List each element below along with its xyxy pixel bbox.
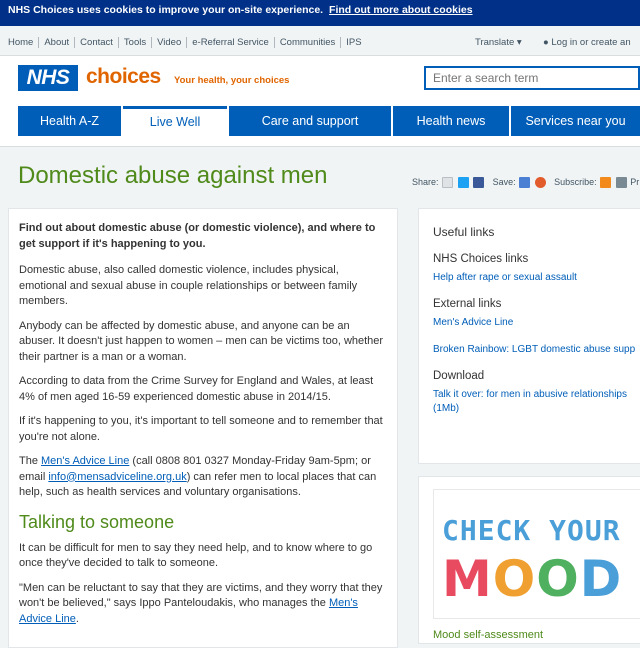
save-label: Save: [492,177,516,187]
nav-health-news[interactable]: Health news [393,106,509,136]
cookie-text: NHS Choices uses cookies to improve your on-site experience. [8,4,324,16]
login-or: or [579,37,589,48]
article-body [8,208,398,648]
nhs-logo[interactable]: NHS [18,65,78,91]
text-run: (call 0808 801 0327 Monday-Friday 9am-5pm; or email [19,455,371,483]
cookie-banner [0,0,640,26]
article-paragraph: Anybody can be affected by domestic abuse, and anyone can be an abuser. It doesn't just happen to women – men can be victims too, whether their partner is a man or a woman. [19,319,384,363]
stumbleupon-icon[interactable] [535,177,546,188]
translate-dropdown[interactable] [475,37,522,48]
google-icon[interactable] [519,177,530,188]
mood-letter: O [536,550,580,608]
text-run: "Men can be reluctant to say that they are victims, and they worry that they won't be believed," says Ippo Panteloudakis, who manages the [19,581,383,609]
chevron-down-icon: ▾ [516,37,522,48]
useful-links-panel [418,208,640,464]
mood-letter: M [442,550,493,608]
utility-link-contact[interactable]: Contact [75,37,119,48]
login-area [543,37,631,48]
nav-health-a-z[interactable]: Health A-Z [18,106,121,136]
mood-line1: CHECK YOUR [442,514,621,547]
utility-links [8,37,367,48]
choices-wordmark[interactable]: choices [86,65,161,88]
translate-label: Translate [475,37,515,48]
article-paragraph: If it's happening to you, it's important to tell someone and to remember that you're not alone. [19,415,383,443]
subscribe-label: Subscribe: [554,177,597,187]
sidebar-link[interactable]: Men's Advice Line [433,317,514,328]
email-icon[interactable] [442,177,453,188]
section-heading: Talking to someone [19,511,175,532]
site-header [0,56,640,146]
nav-services-near-you[interactable]: Services near you [511,106,640,136]
nav-care-and-support[interactable]: Care and support [229,106,391,136]
user-icon: ● [543,37,549,48]
site-tagline: Your health, your choices [174,75,290,86]
utility-link-ips[interactable]: IPS [346,37,362,48]
article-paragraph: It can be difficult for men to say they need help, and to know where to go once they've decided to talk to someone. [19,541,373,569]
share-tools [412,177,639,188]
login-link[interactable]: Log in [551,37,578,48]
useful-links-title: Useful links [433,225,495,239]
nav-live-well[interactable]: Live Well [123,106,227,136]
sidebar-link[interactable]: Broken Rainbow: LGBT domestic abuse supp [433,344,636,355]
text-run: ) can refer men to local places that can help, such as health services and voluntary organisations. [19,470,377,498]
article-paragraph [19,454,387,501]
main-nav [18,106,640,136]
create-account-link[interactable]: create an [591,37,631,48]
utility-link-ereferral[interactable]: e-Referral Service [187,37,275,48]
print-label[interactable]: Pr [630,177,640,187]
cookie-info-link[interactable]: Find out more about cookies [329,4,473,16]
download-link[interactable]: Talk it over: for men in abusive relationships (1Mb) [433,389,627,414]
page-title: Domestic abuse against men [18,162,328,189]
article-paragraph: Domestic abuse, also called domestic violence, includes physical, emotional and sexual abuse in couple relationships or between family members. [19,264,358,307]
utility-link-home[interactable]: Home [8,37,39,48]
mood-letter: D [579,550,623,608]
rss-icon[interactable] [600,177,611,188]
external-links-heading: External links [433,298,502,310]
twitter-icon[interactable] [458,177,469,188]
sidebar-link[interactable]: Help after rape or sexual assault [433,272,577,283]
mens-advice-line-link[interactable]: Men's Advice Line [41,455,130,467]
text-run: The [19,455,42,467]
mood-caption-link[interactable]: Mood self-assessment [433,629,544,641]
utility-link-video[interactable]: Video [152,37,187,48]
download-heading: Download [433,370,485,382]
utility-bar [0,26,640,56]
title-band [0,146,640,208]
share-label: Share: [412,177,439,187]
email-link[interactable]: info@mensadviceline.org.uk [48,470,187,483]
article-paragraph [19,581,387,628]
article-intro: Find out about domestic abuse (or domestic violence), and where to get support if it's happening to you. [19,222,376,250]
search-input[interactable]: Enter a search term [424,66,640,90]
mood-promo[interactable] [418,476,640,644]
utility-link-communities[interactable]: Communities [275,37,341,48]
mood-promo-image[interactable] [433,489,640,619]
facebook-icon[interactable] [473,177,484,188]
article-paragraph: According to data from the Crime Survey for England and Wales, at least 4% of men aged 16-59 experienced domestic abuse in 2014/15. [19,375,374,403]
utility-link-about[interactable]: About [39,37,75,48]
text-run: . [75,612,79,625]
mood-line2 [442,550,622,608]
nhs-links-heading: NHS Choices links [433,253,529,265]
utility-link-tools[interactable]: Tools [119,37,152,48]
print-icon[interactable] [616,177,627,188]
mood-letter: O [492,550,537,608]
mens-advice-line-link[interactable]: Men's Advice Line [19,597,358,625]
